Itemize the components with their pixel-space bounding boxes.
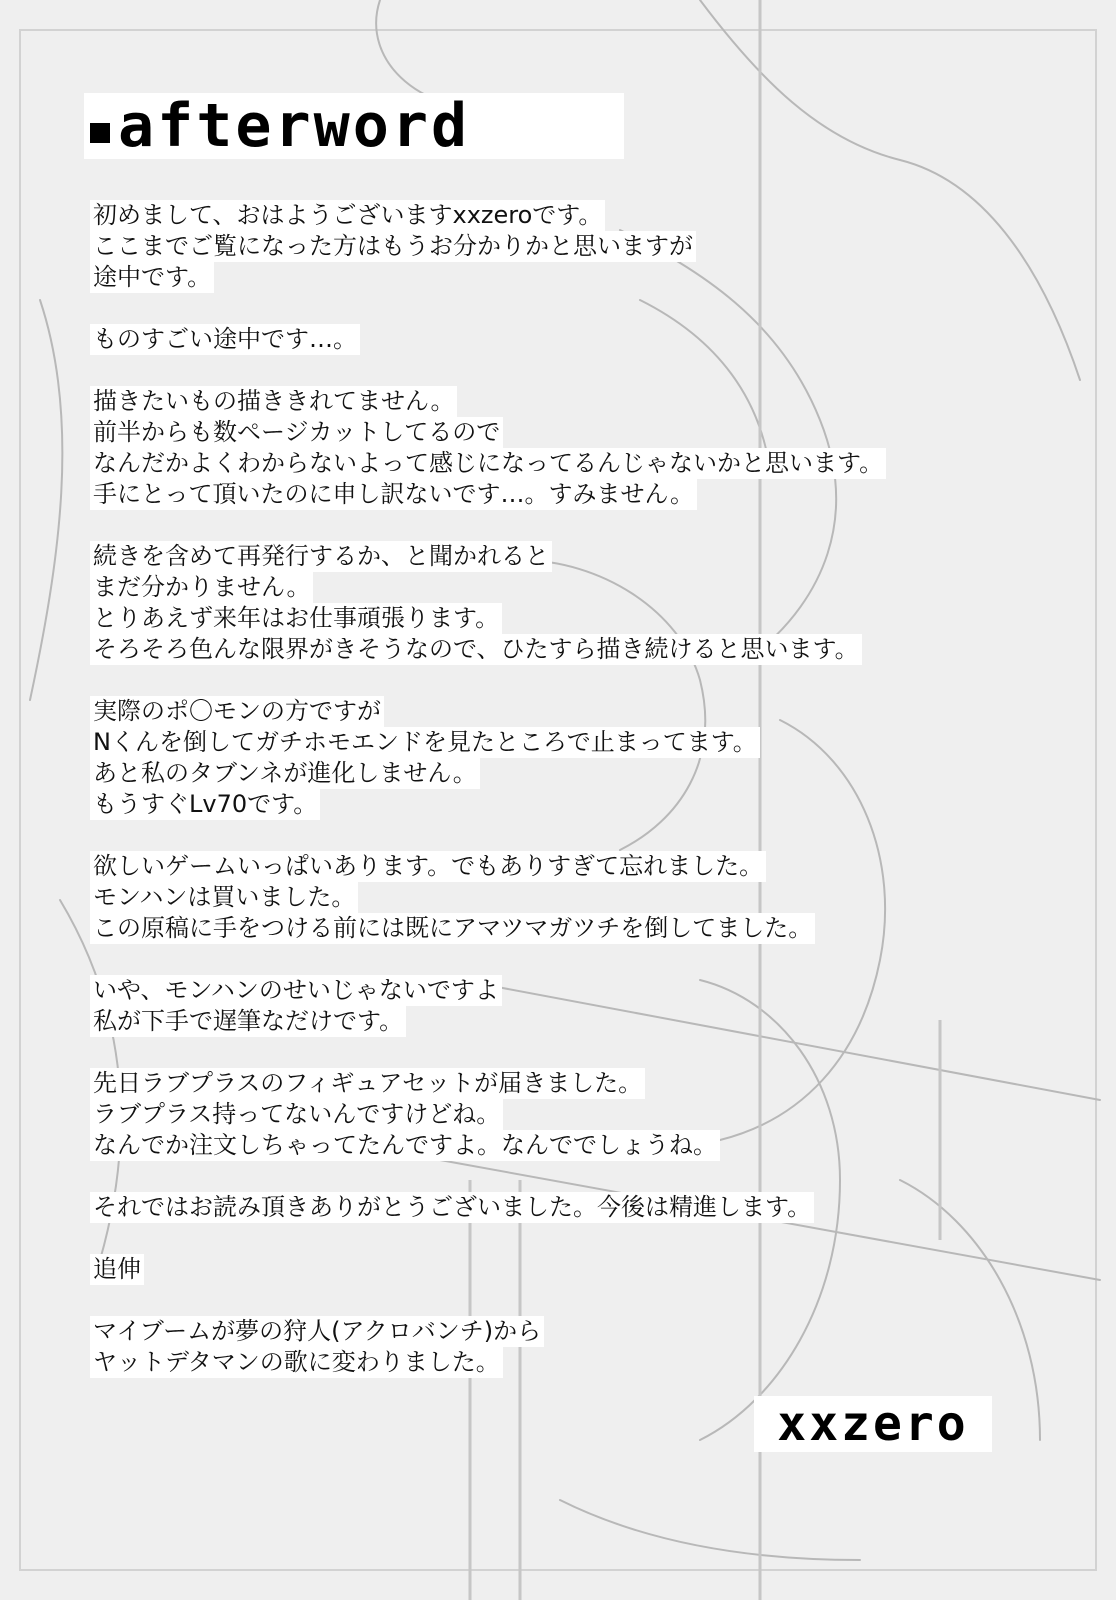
text-line: 途中です。 [90, 262, 214, 293]
paragraph-gap [90, 944, 970, 975]
signature-block [754, 1396, 992, 1452]
text-line: 初めまして、おはようございますxxzeroです。 [90, 200, 605, 231]
author-signature: xxzero [777, 1396, 969, 1452]
text-line: ものすごい途中です…。 [90, 324, 360, 355]
text-line: 実際のポ〇モンの方ですが [90, 696, 384, 727]
text-line: そろそろ色んな限界がきそうなので、ひたすら描き続けると思います。 [90, 634, 862, 665]
text-line: まだ分かりません。 [90, 572, 313, 603]
text-line: 続きを含めて再発行するか、と聞かれると [90, 541, 552, 572]
text-line: とりあえず来年はお仕事頑張ります。 [90, 603, 502, 634]
text-line: ヤットデタマンの歌に変わりました。 [90, 1347, 503, 1378]
text-line: 先日ラブプラスのフィギュアセットが届きました。 [90, 1068, 645, 1099]
text-line: あと私のタブンネが進化しません。 [90, 758, 480, 789]
paragraph-gap [90, 1285, 970, 1316]
paragraph-gap [90, 820, 970, 851]
page-title: afterword [118, 91, 471, 161]
title-bullet-square [90, 123, 110, 143]
text-line: Nくんを倒してガチホモエンドを見たところで止まってます。 [90, 727, 760, 758]
text-line: 私が下手で遅筆なだけです。 [90, 1006, 406, 1037]
text-line: この原稿に手をつける前には既にアマツマガツチを倒してました。 [90, 913, 815, 944]
paragraph-gap [90, 355, 970, 386]
text-line: ラブプラス持ってないんですけどね。 [90, 1099, 503, 1130]
text-line: ここまでご覧になった方はもうお分かりかと思いますが [90, 231, 696, 262]
text-line: 追伸 [90, 1254, 144, 1285]
paragraph-gap [90, 665, 970, 696]
paragraph-gap [90, 293, 970, 324]
text-line: 手にとって頂いたのに申し訳ないです…。すみません。 [90, 479, 697, 510]
text-line: なんだかよくわからないよって感じになってるんじゃないかと思います。 [90, 448, 886, 479]
afterword-body [90, 200, 970, 1378]
text-line: 描きたいもの描ききれてません。 [90, 386, 457, 417]
paragraph-gap [90, 1223, 970, 1254]
text-line: なんでか注文しちゃってたんですよ。なんででしょうね。 [90, 1130, 720, 1161]
text-line: それではお読み頂きありがとうございました。今後は精進します。 [90, 1192, 814, 1223]
text-line: マイブームが夢の狩人(アクロバンチ)から [90, 1316, 544, 1347]
text-line: もうすぐLv70です。 [90, 789, 320, 820]
paragraph-gap [90, 1037, 970, 1068]
paragraph-gap [90, 1161, 970, 1192]
text-line: いや、モンハンのせいじゃないですよ [90, 975, 502, 1006]
title-block [84, 93, 624, 159]
paragraph-gap [90, 510, 970, 541]
text-line: モンハンは買いました。 [90, 882, 358, 913]
text-line: 欲しいゲームいっぱいあります。でもありすぎて忘れました。 [90, 851, 766, 882]
text-line: 前半からも数ページカットしてるので [90, 417, 503, 448]
